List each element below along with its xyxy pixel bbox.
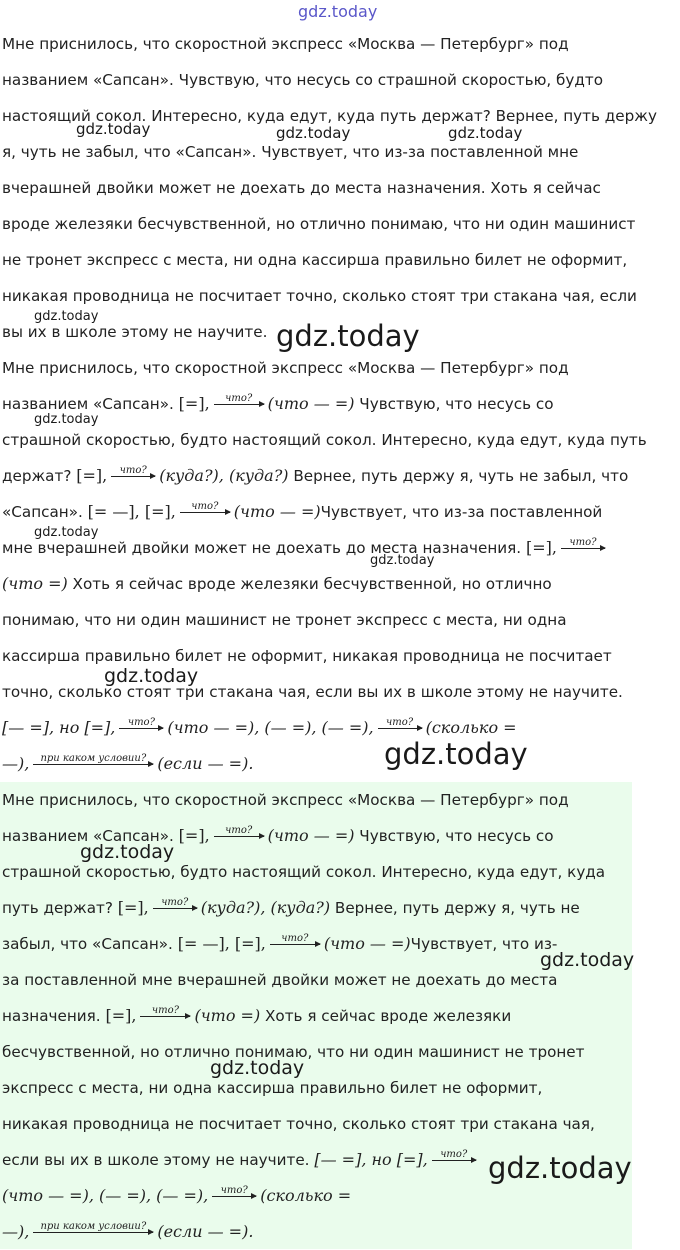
scheme-mark: (что — =), (— =), (— =), [167,718,374,737]
arrow-label: что? [191,500,219,512]
scheme-mark: (что — =), (— =), (— =), [2,1186,209,1205]
arrow-label: что? [161,896,189,908]
arrow-label: что? [440,1148,468,1160]
text-line [0,494,680,530]
arrow-label: что? [225,392,253,404]
text-line: за поставленной мне вчерашней двойки может не доехать до места [2,971,558,989]
question-arrow [214,393,264,405]
watermark-text: gdz.today [34,412,99,427]
question-arrow [140,1005,190,1017]
watermark-text: gdz.today [80,841,175,863]
scheme-mark: (куда?), (куда?) [159,466,289,485]
text-span: Чувствую, что несусь со [354,827,554,845]
question-arrow [33,753,153,765]
question-arrow [180,501,230,513]
scheme-mark: (что — =) [267,394,355,413]
question-arrow [378,717,422,729]
scheme-mark: [= —], [=], [87,502,176,521]
arrow-label: что? [569,536,597,548]
text-line: никакая проводница не посчитает точно, сколько стоят три стакана чая, [2,1115,595,1133]
scheme-mark: (куда?), (куда?) [200,898,331,917]
text-span: назначения. [2,1007,106,1025]
text-span: Вернее, путь держу я, чуть не забыл, что [288,467,629,485]
watermark-text: gdz.today [298,2,378,21]
scheme-mark: (что =) [2,574,68,593]
text-line: бесчувственной, но отлично понимаю, что ни один машинист не тронет [2,1043,585,1061]
arrow-label: что? [225,824,253,836]
scheme-mark: [=], [525,538,557,557]
annotated-text-block [0,350,680,782]
question-arrow [33,1221,153,1233]
scheme-mark: [=], [105,1006,137,1025]
question-arrow [153,897,197,909]
text-span: Чувствую, что несусь со [354,395,554,413]
text-span: Вернее, путь держу я, чуть не [330,899,580,917]
text-line [0,458,680,494]
text-line [0,890,632,926]
text-span: «Сапсан». [2,503,88,521]
scheme-mark: (если — =). [157,754,254,773]
watermark-text: gdz.today [76,120,151,138]
text-line: вы их в школе этому не научите. [2,323,268,341]
scheme-mark: (сколько = [260,1186,352,1205]
text-line [0,710,680,746]
scheme-mark: (если — =). [157,1222,254,1241]
text-span: Чувствует, что из-за поставленной [320,503,603,521]
text-span: Хоть я сейчас вроде железяки бесчувственной, но отлично [67,575,552,593]
text-line: экспресс с места, ни одна кассирша правильно билет не оформит, [2,1079,543,1097]
arrow-label: что? [119,464,147,476]
text-line: понимаю, что ни один машинист не тронет экспресс с места, ни одна [2,611,567,629]
text-span: забыл, что «Сапсан». [2,935,178,953]
question-arrow [212,1185,256,1197]
text-line: страшной скоростью, будто настоящий сокол. Интересно, куда едут, куда путь [2,431,647,449]
text-line: кассирша правильно билет не оформит, никакая проводница не посчитает [2,647,612,665]
text-span: Чувствует, что из- [410,935,558,953]
scheme-mark: (что — =) [233,502,321,521]
arrow-label: что? [386,716,414,728]
text-line: не тронет экспресс с места, ни одна кассирша правильно билет не оформит, [2,251,628,269]
original-text-block [0,26,680,353]
arrow-label: что? [220,1184,248,1196]
text-span: названием «Сапсан». [2,395,179,413]
scheme-mark: [=], [76,466,108,485]
text-line [0,386,680,422]
watermark-text: gdz.today [104,665,199,687]
watermark-text: gdz.today [276,319,420,353]
text-line: вчерашней двойки может не доехать до места назначения. Хоть я сейчас [2,179,601,197]
watermark-text: gdz.today [488,1151,632,1185]
question-arrow [432,1149,476,1161]
scheme-mark: (что — =) [267,826,355,845]
question-arrow [119,717,163,729]
text-line: вроде железяки бесчувственной, но отлично понимаю, что ни один машинист [2,215,636,233]
watermark-text: gdz.today [540,949,635,971]
scheme-mark: [— =], но [=], [314,1150,428,1169]
scheme-mark: —), [2,754,30,773]
scheme-mark: (что =) [194,1006,261,1025]
text-line [0,530,680,566]
text-span: названием «Сапсан». [2,827,179,845]
text-line: никакая проводница не посчитает точно, сколько стоят три стакана чая, если [2,287,637,305]
text-line [0,1214,632,1250]
text-span: мне вчерашней двойки может не доехать до места назначения. [2,539,526,557]
question-arrow [561,537,605,549]
question-arrow [214,825,264,837]
watermark-text: gdz.today [34,309,99,324]
watermark-text: gdz.today [210,1057,305,1079]
text-span: если вы их в школе этому не научите. [2,1151,315,1169]
watermark-text: gdz.today [34,525,99,540]
text-line [0,566,680,602]
text-line: настоящий сокол. Интересно, куда едут, куда путь держат? Вернее, путь держу [2,107,657,125]
scheme-mark: [— =], но [=], [2,718,116,737]
arrow-label: что? [151,1004,179,1016]
scheme-mark: (сколько = [425,718,517,737]
text-line: я, чуть не забыл, что «Сапсан». Чувствует, что из-за поставленной мне [2,143,579,161]
text-line: Мне приснилось, что скоростной экспресс «Москва — Петербург» под [2,35,569,53]
arrow-label: что? [281,932,309,944]
watermark-text: gdz.today [276,124,351,142]
scheme-mark: [=], [178,826,210,845]
watermark-text: gdz.today [448,124,523,142]
text-line [0,998,632,1034]
text-line: Мне приснилось, что скоростной экспресс «Москва — Петербург» под [2,791,569,809]
text-line: точно, сколько стоят три стакана чая, если вы их в школе этому не научите. [2,683,623,701]
watermark-text: gdz.today [384,737,528,771]
text-line: названием «Сапсан». Чувствую, что несусь со страшной скоростью, будто [2,71,604,89]
arrow-label: при каком условии? [40,752,147,764]
scheme-mark: [=], [178,394,210,413]
watermark-text: gdz.today [370,553,435,568]
question-arrow [270,933,320,945]
text-span: держат? [2,467,77,485]
text-span: путь держат? [2,899,118,917]
scheme-mark: [=], [117,898,149,917]
scheme-mark: [= —], [=], [177,934,266,953]
text-line: страшной скоростью, будто настоящий сокол. Интересно, куда едут, куда [2,863,606,881]
text-line: Мне приснилось, что скоростной экспресс «Москва — Петербург» под [2,359,569,377]
scheme-mark: —), [2,1222,30,1241]
arrow-label: при каком условии? [40,1220,147,1232]
text-span: Хоть я сейчас вроде железяки [260,1007,512,1025]
question-arrow [111,465,155,477]
text-line [0,746,680,782]
text-line [0,926,632,962]
scheme-mark: (что — =) [323,934,411,953]
arrow-label: что? [127,716,155,728]
